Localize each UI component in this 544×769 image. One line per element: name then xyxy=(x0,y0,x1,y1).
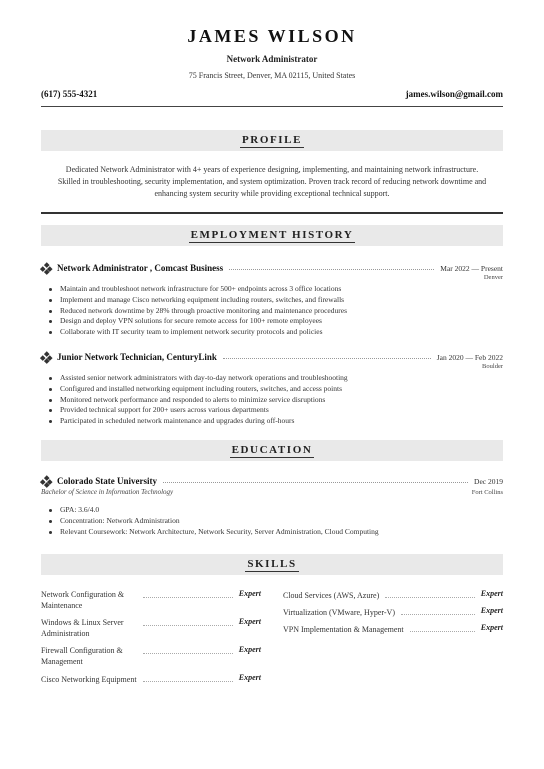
skill-item xyxy=(41,617,261,639)
bullet-item: Configured and installed networking equipment including routers, switches, and access points xyxy=(49,384,503,395)
skill-level: Expert xyxy=(238,589,261,598)
job-dates: Mar 2022 — Present xyxy=(440,264,503,273)
dotted-leader xyxy=(163,482,468,483)
skill-item xyxy=(41,645,261,667)
profile-section-header xyxy=(41,130,503,151)
skill-level: Expert xyxy=(238,673,261,682)
education-entry xyxy=(41,474,503,537)
job-entry xyxy=(41,350,503,427)
diamond-bullet-icon xyxy=(41,352,52,362)
header-divider xyxy=(41,106,503,107)
skill-level: Expert xyxy=(480,623,503,632)
skill-name: Virtualization (VMware, Hyper-V) xyxy=(283,608,395,617)
profile-heading: PROFILE xyxy=(241,134,303,146)
skill-name: VPN Implementation & Management xyxy=(283,625,404,634)
job-location: Denver xyxy=(483,274,503,281)
bullet-item: Assisted senior network administrators with day-to-day network operations and troubleshooting xyxy=(49,373,503,384)
education-bullets xyxy=(41,505,503,537)
dotted-leader xyxy=(410,631,475,632)
skill-item xyxy=(283,606,503,618)
profile-summary: Dedicated Network Administrator with 4+ years of experience designing, implementing, and maintaining network infrastructure. Skilled in troubleshooting, security implementation, and system optimization. Proven track record of reducing network downtime and enhancing system security while providing exceptional technical support. xyxy=(57,165,487,198)
job-title: Network Administrator , Comcast Business xyxy=(57,263,224,273)
education-location: Fort Collins xyxy=(471,489,503,496)
bullet-item: Maintain and troubleshoot network infrastructure for 500+ endpoints across 3 office locations xyxy=(49,284,503,295)
dotted-leader xyxy=(143,653,233,654)
bullet-item: Provided technical support for 200+ users across various departments xyxy=(49,405,503,416)
education-heading: EDUCATION xyxy=(231,444,313,456)
dotted-leader xyxy=(143,681,233,682)
skill-level: Expert xyxy=(238,645,261,654)
bullet-item: Implement and manage Cisco networking equipment including routers, switches, and firewalls xyxy=(49,295,503,306)
diamond-bullet-icon xyxy=(41,263,52,273)
profile-divider xyxy=(41,212,503,214)
diamond-bullet-icon xyxy=(41,476,52,486)
employment-heading: EMPLOYMENT HISTORY xyxy=(190,229,354,241)
job-location: Boulder xyxy=(482,363,503,370)
candidate-address: 75 Francis Street, Denver, MA 02115, United States xyxy=(188,71,356,80)
dotted-leader xyxy=(143,597,233,598)
school-name: Colorado State University xyxy=(57,476,157,486)
employment-section-header xyxy=(41,225,503,246)
dotted-leader xyxy=(143,625,233,626)
dotted-leader xyxy=(223,358,431,359)
candidate-phone: (617) 555-4321 xyxy=(41,89,98,99)
job-title: Junior Network Technician, CenturyLink xyxy=(57,352,217,362)
bullet-item: Relevant Coursework: Network Architecture, Network Security, Server Administration, Cloud Computing xyxy=(49,527,503,538)
bullet-item: GPA: 3.6/4.0 xyxy=(49,505,503,516)
skill-item xyxy=(283,623,503,635)
skill-name: Windows & Linux Server Administration xyxy=(41,618,124,638)
job-entry xyxy=(41,261,503,338)
education-section-header xyxy=(41,440,503,461)
skill-name: Cisco Networking Equipment xyxy=(41,675,137,684)
skills-heading: SKILLS xyxy=(247,558,297,570)
degree: Bachelor of Science in Information Technology xyxy=(41,488,174,496)
bullet-item: Monitored network performance and responded to alerts to minimize service disruptions xyxy=(49,395,503,406)
skill-level: Expert xyxy=(480,606,503,615)
bullet-item: Reduced network downtime by 28% through proactive monitoring and maintenance procedures xyxy=(49,306,503,317)
bullet-item: Collaborate with IT security team to implement network security protocols and policies xyxy=(49,327,503,338)
skill-name: Firewall Configuration & Management xyxy=(41,646,123,666)
bullet-item: Participated in scheduled network maintenance and upgrades during off-hours xyxy=(49,416,503,427)
dotted-leader xyxy=(401,614,475,615)
bullet-item: Design and deploy VPN solutions for secure remote access for 100+ remote employees xyxy=(49,316,503,327)
dotted-leader xyxy=(229,269,434,270)
skill-item xyxy=(41,589,261,611)
skill-level: Expert xyxy=(238,617,261,626)
skills-section-header xyxy=(41,554,503,575)
skill-name: Cloud Services (AWS, Azure) xyxy=(283,591,380,600)
skill-name: Network Configuration & Maintenance xyxy=(41,590,125,610)
skill-item xyxy=(41,673,261,685)
candidate-title: Network Administrator xyxy=(226,54,318,64)
candidate-email: james.wilson@gmail.com xyxy=(405,89,503,99)
bullet-item: Concentration: Network Administration xyxy=(49,516,503,527)
job-bullets xyxy=(41,284,503,338)
education-date: Dec 2019 xyxy=(474,477,503,486)
skill-level: Expert xyxy=(480,589,503,598)
skill-item xyxy=(283,589,503,601)
candidate-name: JAMES WILSON xyxy=(187,26,357,46)
job-bullets xyxy=(41,373,503,427)
job-dates: Jan 2020 — Feb 2022 xyxy=(436,353,503,362)
dotted-leader xyxy=(385,597,475,598)
